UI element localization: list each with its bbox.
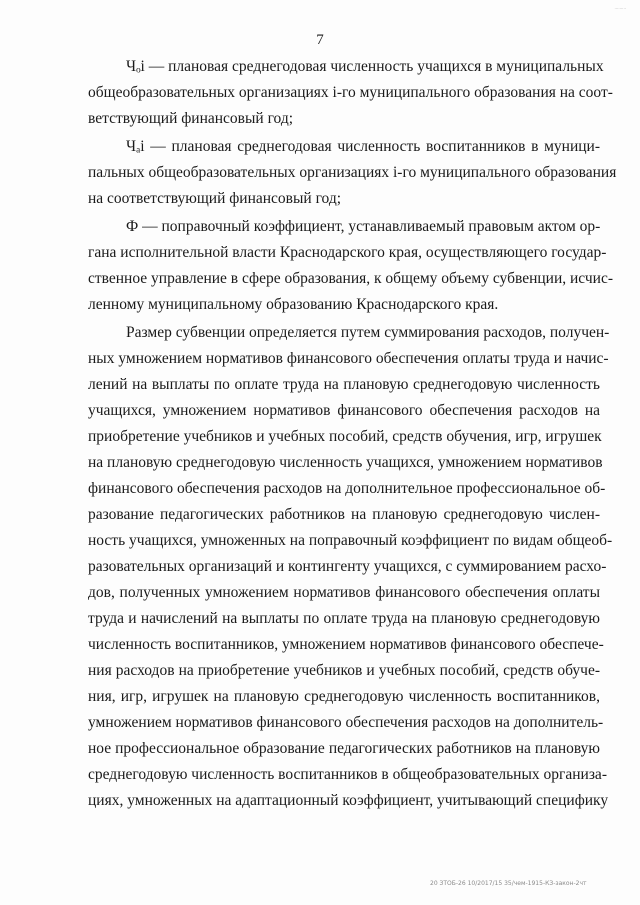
text-line: циях, умноженных на адаптационный коэффициент, учитывающий специфику [88, 792, 609, 809]
footer-file-mark: 20 ЗТОБ-26 10/2017/15 35/чем-1915-КЗ-закон-2чт [430, 880, 587, 887]
text-line: ность учащихся, умноженных на поправочный коэффициент по видам общеоб- [88, 532, 613, 549]
text-line: среднегодовую численность воспитанников в общеобразовательных организа- [88, 766, 607, 783]
text-line: Размер субвенции определяется путем суммирования расходов, получен- [126, 324, 610, 341]
text-line: ное профессиональное образование педагогических работников на плановую [88, 740, 600, 757]
text-line: умножением нормативов финансового обеспечения расходов на дополнитель- [88, 714, 604, 731]
text-line: труда и начислений на выплаты по оплате труда на плановую среднегодовую [88, 610, 600, 627]
text-line: лений на выплаты по оплате труда на плановую среднегодовую численность [88, 376, 600, 393]
text-line: дов, полученных умножением нормативов финансового обеспечения оплаты [88, 584, 600, 601]
text-line: общеобразовательных организациях i-го муниципального образования на соот- [88, 84, 613, 101]
text-line: Ф — поправочный коэффициент, устанавливаемый правовым актом ор- [126, 218, 601, 235]
text-line: Чₐi — плановая среднегодовая численность воспитанников в муници- [126, 138, 600, 155]
text-line: учащихся, умножением нормативов финансового обеспечения расходов на [88, 402, 600, 419]
text-line: Чₒi — плановая среднегодовая численность учащихся в муниципальных [126, 58, 604, 75]
page-number: 7 [316, 32, 324, 48]
text-line: ветствующий финансовый год; [88, 110, 294, 127]
text-line: ственное управление в сфере образования, к общему объему субвенции, исчис- [88, 270, 614, 287]
text-line: разовательных организаций и контингенту учащихся, с суммированием расхо- [88, 558, 607, 575]
text-line: гана исполнительной власти Краснодарского края, осуществляющего государ- [88, 244, 607, 261]
text-line: на соответствующий финансовый год; [88, 190, 342, 207]
text-line: финансового обеспечения расходов на дополнительное профессиональное об- [88, 480, 606, 497]
text-line: ния расходов на приобретение учебников и учебных пособий, средств обуче- [88, 662, 600, 679]
text-line: численность воспитанников, умножением нормативов финансового обеспече- [88, 636, 604, 653]
text-line: ния, игр, игрушек на плановую среднегодовую численность воспитанников, [88, 688, 600, 705]
text-line: ленному муниципальному образованию Краснодарского края. [88, 296, 499, 313]
text-line: приобретение учебников и учебных пособий, средств обучения, игр, игрушек [88, 428, 602, 445]
corner-mark: ········· [614, 6, 626, 11]
text-line: ных умножением нормативов финансового обеспечения оплаты труда и начис- [88, 350, 609, 367]
text-line: на плановую среднегодовую численность учащихся, умножением нормативов [88, 454, 603, 471]
text-line: пальных общеобразовательных организациях i-го муниципального образования [88, 164, 617, 181]
text-line: разование педагогических работников на плановую среднегодовую числен- [88, 506, 600, 523]
